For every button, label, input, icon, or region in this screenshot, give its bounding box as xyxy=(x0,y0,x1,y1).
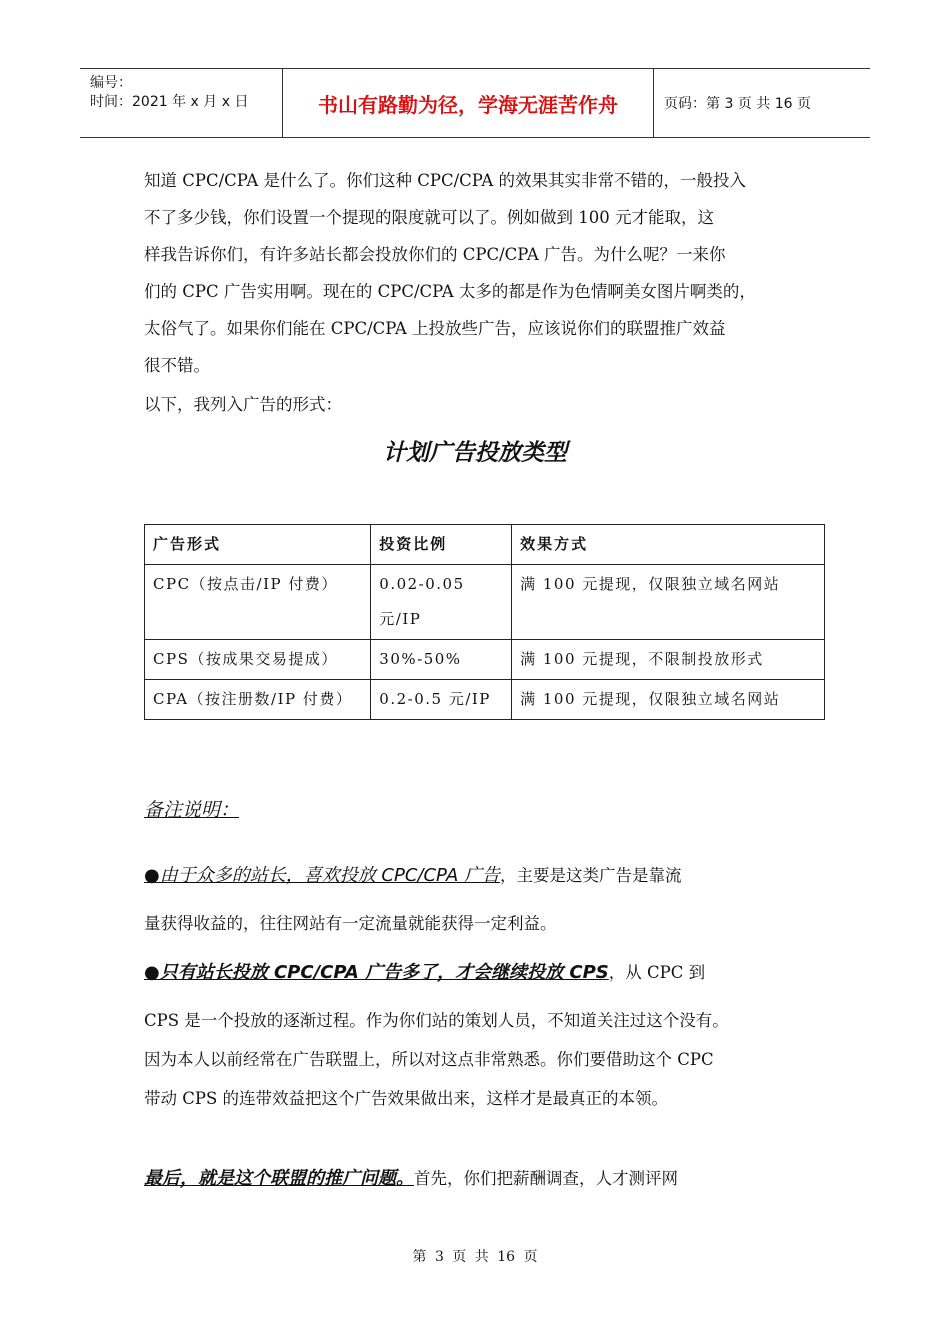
paragraph-line: 们的 CPC 广告实用啊。现在的 CPC/CPA 太多的都是作为色情啊美女图片啊类的， xyxy=(144,282,756,301)
note-2-line: 因为本人以前经常在广告联盟上，所以对这点非常熟悉。你们要借助这个 CPC xyxy=(144,1050,714,1069)
table-cell: 满 100 元提现，仅限独立域名网站 xyxy=(512,680,825,720)
table-cell: CPA（按注册数/IP 付费） xyxy=(145,680,371,720)
table-cell: 0.02-0.05 元/IP xyxy=(371,565,512,640)
time-label: 时间：2021 年 x 月 x 日 xyxy=(90,94,249,110)
page-header xyxy=(80,68,870,138)
note-2-line: CPS 是一个投放的逐渐过程。作为你们站的策划人员，不知道关注过这个没有。 xyxy=(144,1011,729,1030)
number-label: 编号： xyxy=(90,75,132,91)
paragraph-line: 不了多少钱，你们设置一个提现的限度就可以了。例如做到 100 元才能取，这 xyxy=(144,208,714,227)
header-motto: 书山有路勤为径，学海无涯苦作舟 xyxy=(283,69,654,137)
final-emphasis: 最后，就是这个联盟的推广问题。 xyxy=(144,1168,414,1189)
header-meta xyxy=(80,69,283,137)
note-1-line2: 量获得收益的，往往网站有一定流量就能获得一定利益。 xyxy=(144,914,557,933)
table-cell: CPC（按点击/IP 付费） xyxy=(145,565,371,640)
table-row xyxy=(145,680,825,720)
table-title: 计划广告投放类型 xyxy=(383,440,567,466)
note-2-line: 带动 CPS 的连带效益把这个广告效果做出来，这样才是最真正的本领。 xyxy=(144,1089,669,1108)
header-page-info: 页码：第 3 页 共 16 页 xyxy=(664,96,811,112)
table-cell: 满 100 元提现，仅限独立域名网站 xyxy=(512,565,825,640)
ad-type-table xyxy=(144,524,825,720)
table-row xyxy=(145,640,825,680)
header-effect-method: 效果方式 xyxy=(512,525,825,565)
paragraph-line: 知道 CPC/CPA 是什么了。你们这种 CPC/CPA 的效果其实非常不错的，一般投入 xyxy=(144,171,747,190)
header-ad-form: 广告形式 xyxy=(145,525,371,565)
table-row xyxy=(145,565,825,640)
note-2-rest: ，从 CPC 到 xyxy=(608,963,706,982)
page-footer: 第 3 页 共 16 页 xyxy=(412,1249,538,1265)
table-header-row xyxy=(145,525,825,565)
note-1 xyxy=(144,852,824,948)
table-cell: 0.2-0.5 元/IP xyxy=(371,680,512,720)
final-rest: 首先，你们把薪酬调查，人才测评网 xyxy=(414,1169,678,1188)
note-1-rest: ，主要是这类广告是靠流 xyxy=(500,866,682,885)
intro-text: 以下，我列入广告的形式： xyxy=(144,395,342,414)
note-1-emphasis: ●由于众多的站长，喜欢投放 CPC/CPA 广告 xyxy=(144,865,501,886)
table-cell: 满 100 元提现，不限制投放形式 xyxy=(512,640,825,680)
table-cell: 30%-50% xyxy=(371,640,512,680)
final-paragraph xyxy=(144,1157,824,1201)
note-2 xyxy=(144,950,824,1118)
body-paragraph xyxy=(144,162,824,384)
table-cell: CPS（按成果交易提成） xyxy=(145,640,371,680)
paragraph-line: 样我告诉你们，有许多站长都会投放你们的 CPC/CPA 广告。为什么呢？一来你 xyxy=(144,245,726,264)
paragraph-line: 很不错。 xyxy=(144,356,210,375)
note-2-emphasis: ●只有站长投放 CPC/CPA 广告多了，才会继续投放 CPS xyxy=(144,962,609,983)
notes-title: 备注说明： xyxy=(144,799,240,821)
header-investment-ratio: 投资比例 xyxy=(371,525,512,565)
paragraph-line: 太俗气了。如果你们能在 CPC/CPA 上投放些广告，应该说你们的联盟推广效益 xyxy=(144,319,726,338)
